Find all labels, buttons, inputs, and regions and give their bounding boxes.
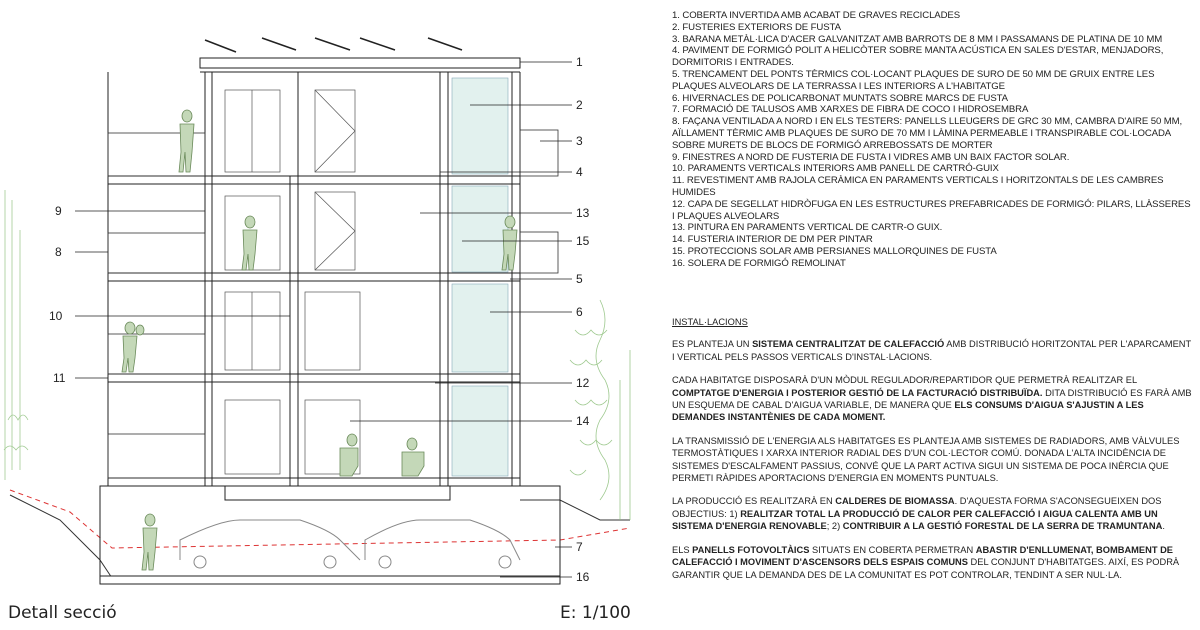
legend-item: 8. FAÇANA VENTILADA A NORD I EN ELS TESTERS: PANELLS LLEUGERS DE GRC 30 MM, CAMBRA D'AIRE 50 MM, AÏLLAMENT TÈRMIC AMB PLAQUES DE SURO DE 70 MM I LÀMINA PERMEABLE I TRANSPIRABLE COL·LOCADA SOBRE MURETS DE BLOCS DE FORMIGÓ ARREBOSSATS DE MORTER (672, 116, 1183, 151)
callout-11: 11 (53, 371, 66, 385)
text-run-bold: ABASTIR D'ENLLUMENAT, BOMBAMENT DE CALEFACCIÓ I MOVIMENT D'ASCENSORS DELS ESPAIS COMUNS (672, 544, 1174, 568)
callout-8: 8 (55, 245, 62, 259)
text-run-bold: CALDERES DE BIOMASSA (835, 496, 955, 507)
text-run-bold: REALITZAR TOTAL LA PRODUCCIÓ DE CALOR PER CALEFACCIÓ I AIGUA CALENTA AMB UN (740, 508, 1158, 519)
legend-item: 1. COBERTA INVERTIDA AMB ACABAT DE GRAVES RECICLADES (672, 10, 961, 21)
legend-item: 2. FUSTERIES EXTERIORS DE FUSTA (672, 21, 841, 33)
callout-12: 12 (576, 376, 590, 390)
legend-item: 5. TRENCAMENT DEL PONTS TÈRMICS COL·LOCANT PLAQUES DE SURO DE 50 MM DE GRUIX ENTRE LES PLAQUES ALVEOLARS DE LA TERRASSA I LES INTERIORS A L'HABITATGE (672, 68, 1155, 92)
legend-item: 6. HIVERNACLES DE POLICARBONAT MUNTATS SOBRE MARCS DE FUSTA (672, 92, 1008, 104)
legend-item: 13. PINTURA EN PARAMENTS VERTICAL DE CARTR-O GUIX. (672, 222, 943, 234)
legend-item: 9. FINESTRES A NORD DE FUSTERIA DE FUSTA I VIDRES AMB UN BAIX FACTOR SOLAR. (672, 151, 1070, 163)
notes-paragraph (672, 338, 1192, 363)
callout-1: 1 (576, 55, 583, 69)
legend-item: 3. BARANA METÀL·LICA D'ACER GALVANITZAT AMB BARROTS DE 8 MM I PASSAMANS DE PLATINA DE 10 MM (672, 33, 1163, 45)
legend-item: 10. PARAMENTS VERTICALS INTERIORS AMB PANELL DE CARTRÓ-GUIX (672, 163, 999, 175)
drawing-title: Detall secció (8, 603, 117, 623)
callout-9: 9 (55, 204, 62, 218)
text-run: CADA HABITATGE DISPOSARÀ D'UN MÒDUL REGULADOR/REPARTIDOR QUE PERMETRÀ REALITZAR EL (672, 375, 1137, 386)
legend-item: 15. PROTECCIONS SOLAR AMB PERSIANES MALLORQUINES DE FUSTA (672, 245, 997, 257)
text-run: AMB DISTRIBUCIÓ HORITZONTAL PER L'APARCAMENT I VERTICAL PELS PASSOS VERTICALS D'INSTAL·LACIONS. (672, 339, 1192, 362)
text-run-bold: SISTEMA D'ENERGIA RENOVABLE (672, 521, 827, 532)
legend-item: 7. FORMACIÓ DE TALUSOS AMB XARXES DE FIBRA DE COCO I HIDROSEMBRA (672, 104, 1029, 116)
callout-10: 10 (49, 309, 63, 323)
callout-numbers-right (576, 55, 590, 584)
callout-6: 6 (576, 305, 583, 319)
callout-3: 3 (576, 134, 583, 148)
callout-15: 15 (576, 234, 590, 248)
text-run: ES PLANTEJA UN (672, 339, 753, 350)
callout-5: 5 (576, 272, 583, 286)
building-section (100, 38, 560, 584)
installations-notes (672, 316, 1192, 592)
notes-paragraph (672, 374, 1192, 424)
text-run: . (1162, 521, 1165, 532)
notes-paragraph (672, 544, 1192, 581)
text-run-bold: SISTEMA CENTRALITZAT DE CALEFACCIÓ (752, 339, 945, 350)
text-run-bold: COMPTATGE D'ENERGIA I POSTERIOR GESTIÓ DE LA FACTURACIÓ DISTRIBUÏDA. (672, 387, 1043, 398)
terrain (10, 495, 630, 578)
text-run-bold: ELS CONSUMS D'AIGUA S'AJUSTIN A LES DEMANDES INSTANTÈNIES DE CADA MOMENT. (672, 400, 1144, 423)
legend-item: 14. FUSTERIA INTERIOR DE DM PER PINTAR (672, 234, 873, 246)
legend-item: 12. CAPA DE SEGELLAT HIDRÒFUGA EN LES ESTRUCTURES PREFABRICADES DE FORMIGÓ: PILARS, LLÀSSERES I PLAQUES ALVEOLARS (672, 198, 1191, 222)
notes-paragraph (672, 495, 1192, 532)
callout-2: 2 (576, 98, 583, 112)
text-run: DITA DISTRIBUCIÓ ES FARÀ AMB UN ESQUEMA DE CABAL D'AIGUA VARIABLE, DE MANERA QUE (672, 387, 1192, 411)
text-run: LA PRODUCCIÓ ES REALITZARÀ EN (672, 496, 836, 507)
text-run: ; 2) (826, 521, 843, 532)
callout-numbers-left (49, 204, 66, 385)
legend-item: 4. PAVIMENT DE FORMIGÓ POLIT A HELICÒTER SOBRE MANTA ACÚSTICA EN SALES D'ESTAR, MENJADORS, DORMITORIS I ENTRADES. (672, 45, 1164, 69)
callout-13: 13 (576, 206, 590, 220)
text-run: DEL CONJUNT D'HABITATGES. AIXÍ, ES PODRÀ GARANTIR QUE LA DEMANDA DES DE LA COMUNITAT ES POT CONTROLAR, TENDINT A SER NUL·LA. (672, 557, 1180, 580)
vegetation-right (570, 300, 630, 520)
drawing-scale: E: 1/100 (560, 603, 631, 623)
text-run: ELS (672, 544, 693, 555)
legend-list (672, 10, 1192, 270)
callout-7: 7 (576, 540, 583, 554)
legend-item: 11. REVESTIMENT AMB RAJOLA CERÀMICA EN PARAMENTS VERTICALS I HORITZONTALS DE LES CAMBRES HUMIDES (672, 175, 1164, 198)
legend-item: 16. SOLERA DE FORMIGÓ REMOLINAT (672, 257, 846, 269)
text-run-bold: CONTRIBUIR A LA GESTIÓ FORESTAL DE LA SERRA DE TRAMUNTANA (842, 521, 1163, 532)
notes-heading: INSTAL·LACIONS (672, 317, 748, 327)
vegetation-left (4, 190, 28, 480)
text-run: SITUATS EN COBERTA PERMETRAN (809, 544, 976, 555)
text-run: . D'AQUESTA FORMA S'ACONSEGUEIXEN DOS OBJECTIUS: 1) (672, 496, 1162, 519)
callout-4: 4 (576, 165, 583, 179)
callout-14: 14 (576, 414, 590, 428)
notes-paragraph: LA TRANSMISSIÓ DE L'ENERGIA ALS HABITATGES ES PLANTEJA AMB SISTEMES DE RADIADORS, AMB VÀLVULES TERMOSTÀTIQUES I XARXA INTERIOR RADIAL DES D'UN COL·LECTOR COMÚ. DONADA L'ALTA INCIDÈNCIA DE SISTEMES D'ESCALFAMENT PASSIUS, CONVÉ QUE LA PART ACTIVA SIGUI UN SISTEMA DE POCA INÈRCIA QUE PERMETI RÀPIDES APORTACIONS D'ENERGIA EN MOMENTS PUNTUALS. (672, 435, 1180, 484)
text-run-bold: PANELLS FOTOVOLTÀICS (692, 544, 810, 555)
callout-16: 16 (576, 570, 590, 584)
